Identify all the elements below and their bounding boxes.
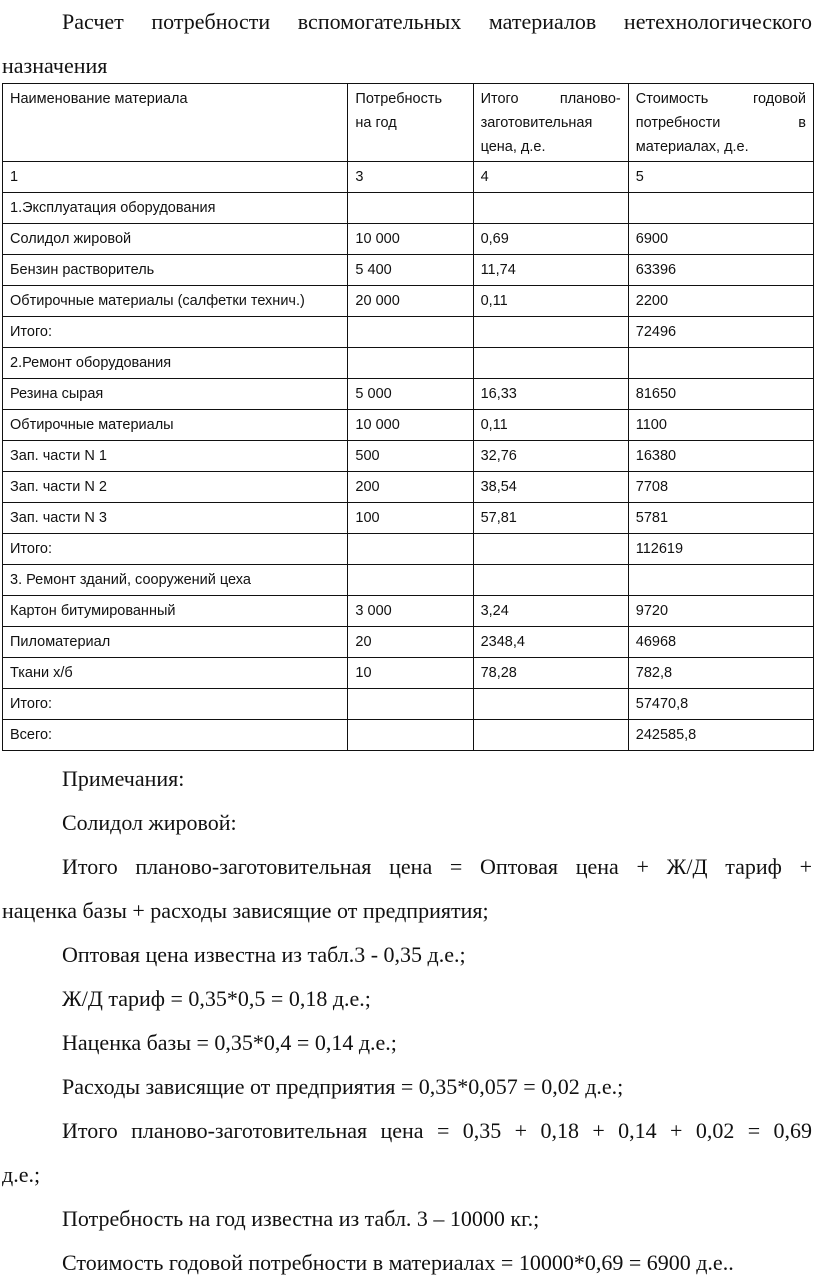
cell-annual-demand <box>348 193 473 224</box>
cell-material-name: Зап. части N 2 <box>3 472 348 503</box>
cell-annual-demand <box>348 348 473 379</box>
cell-planned-price: 78,28 <box>473 658 628 689</box>
cell-annual-cost <box>628 348 813 379</box>
cell-annual-demand: 5 000 <box>348 379 473 410</box>
cell-annual-demand <box>348 565 473 596</box>
cell-annual-cost: 81650 <box>628 379 813 410</box>
cell-annual-cost: 5 <box>628 162 813 193</box>
cell-annual-demand <box>348 689 473 720</box>
cell-material-name: Итого: <box>3 317 348 348</box>
table-header-row <box>3 84 814 162</box>
header-annual-demand-line-2: на год <box>355 115 397 131</box>
cell-annual-cost: 16380 <box>628 441 813 472</box>
cell-annual-demand: 100 <box>348 503 473 534</box>
header-annual-demand <box>348 84 473 162</box>
table-row <box>3 348 814 379</box>
table-row <box>3 286 814 317</box>
table-row <box>3 410 814 441</box>
cell-annual-cost: 1100 <box>628 410 813 441</box>
cell-annual-demand <box>348 720 473 751</box>
cell-material-name: Обтирочные материалы (салфетки технич.) <box>3 286 348 317</box>
cell-planned-price <box>473 193 628 224</box>
table-row <box>3 658 814 689</box>
table-row <box>3 255 814 286</box>
header-planned-price-line-3: цена, д.е. <box>480 139 546 155</box>
cell-annual-cost: 242585,8 <box>628 720 813 751</box>
cell-annual-demand <box>348 317 473 348</box>
table-row <box>3 379 814 410</box>
cell-material-name: Бензин растворитель <box>3 255 348 286</box>
cell-annual-demand: 20 <box>348 627 473 658</box>
table-row <box>3 162 814 193</box>
cell-planned-price: 57,81 <box>473 503 628 534</box>
cell-annual-demand: 3 <box>348 162 473 193</box>
cell-annual-demand <box>348 534 473 565</box>
cell-material-name: 1.Эксплуатация оборудования <box>3 193 348 224</box>
cell-annual-cost: 112619 <box>628 534 813 565</box>
enterprise-expenses-note: Расходы зависящие от предприятия = 0,35*0,057 = 0,02 д.е.; <box>62 1074 624 1099</box>
header-annual-demand-line-1: Потребность <box>355 91 443 107</box>
header-annual-cost <box>628 84 813 162</box>
title-line-1: Расчет потребности вспомогательных материалов нетехнологического <box>62 9 812 34</box>
cell-annual-cost: 9720 <box>628 596 813 627</box>
notes-subheading: Солидол жировой: <box>62 810 237 835</box>
cell-planned-price: 3,24 <box>473 596 628 627</box>
cell-material-name: Резина сырая <box>3 379 348 410</box>
cell-annual-demand: 10 000 <box>348 410 473 441</box>
table-row <box>3 534 814 565</box>
document-title <box>0 0 816 88</box>
annual-cost-note: Стоимость годовой потребности в материалах = 10000*0,69 = 6900 д.е.. <box>62 1250 734 1275</box>
total-price-line-2: д.е.; <box>2 1162 41 1187</box>
cell-planned-price <box>473 689 628 720</box>
notes-heading: Примечания: <box>62 766 185 791</box>
cell-material-name: Картон битумированный <box>3 596 348 627</box>
cell-annual-demand: 200 <box>348 472 473 503</box>
cell-planned-price: 38,54 <box>473 472 628 503</box>
table-row <box>3 472 814 503</box>
cell-planned-price <box>473 317 628 348</box>
table-row <box>3 720 814 751</box>
cell-annual-cost: 5781 <box>628 503 813 534</box>
header-annual-cost-line-2: потребности в <box>635 115 806 131</box>
table-row <box>3 627 814 658</box>
cell-annual-cost: 6900 <box>628 224 813 255</box>
header-material-name: Наименование материала <box>3 84 348 162</box>
cell-annual-cost: 782,8 <box>628 658 813 689</box>
rail-tariff-note: Ж/Д тариф = 0,35*0,5 = 0,18 д.е.; <box>62 986 371 1011</box>
cell-annual-cost: 72496 <box>628 317 813 348</box>
cell-material-name: Зап. части N 3 <box>3 503 348 534</box>
cell-planned-price <box>473 565 628 596</box>
cell-annual-cost: 63396 <box>628 255 813 286</box>
cell-material-name: Итого: <box>3 689 348 720</box>
title-line-2: назначения <box>2 53 108 78</box>
table-row <box>3 317 814 348</box>
cell-material-name: 1 <box>3 162 348 193</box>
cell-planned-price: 0,69 <box>473 224 628 255</box>
cell-material-name: Зап. части N 1 <box>3 441 348 472</box>
table-row <box>3 503 814 534</box>
table-row <box>3 596 814 627</box>
total-price-line-1: Итого планово-заготовительная цена = 0,35 + 0,18 + 0,14 + 0,02 = 0,69 <box>62 1118 812 1143</box>
header-annual-cost-line-1: Стоимость годовой <box>635 91 806 107</box>
header-annual-cost-line-3: материалах, д.е. <box>635 139 749 155</box>
notes-section <box>0 757 816 1285</box>
cell-material-name: Итого: <box>3 534 348 565</box>
table-row <box>3 441 814 472</box>
cell-planned-price: 32,76 <box>473 441 628 472</box>
cell-planned-price: 11,74 <box>473 255 628 286</box>
cell-annual-cost: 57470,8 <box>628 689 813 720</box>
wholesale-price-note: Оптовая цена известна из табл.3 - 0,35 д.е.; <box>62 942 466 967</box>
cell-planned-price: 16,33 <box>473 379 628 410</box>
cell-annual-demand: 10 <box>348 658 473 689</box>
cell-planned-price: 4 <box>473 162 628 193</box>
header-planned-price <box>473 84 628 162</box>
table-row <box>3 689 814 720</box>
cell-material-name: Ткани х/б <box>3 658 348 689</box>
materials-table <box>2 83 814 751</box>
cell-planned-price: 2348,4 <box>473 627 628 658</box>
table-row <box>3 565 814 596</box>
cell-material-name: Солидол жировой <box>3 224 348 255</box>
annual-demand-note: Потребность на год известна из табл. 3 – 10000 кг.; <box>62 1206 540 1231</box>
cell-planned-price <box>473 534 628 565</box>
cell-annual-cost <box>628 193 813 224</box>
cell-annual-cost <box>628 565 813 596</box>
base-markup-note: Наценка базы = 0,35*0,4 = 0,14 д.е.; <box>62 1030 397 1055</box>
header-planned-price-line-2: заготовительная <box>480 115 593 131</box>
cell-annual-cost: 2200 <box>628 286 813 317</box>
cell-planned-price <box>473 720 628 751</box>
cell-planned-price <box>473 348 628 379</box>
cell-annual-demand: 10 000 <box>348 224 473 255</box>
cell-annual-demand: 3 000 <box>348 596 473 627</box>
cell-material-name: 2.Ремонт оборудования <box>3 348 348 379</box>
table-row <box>3 193 814 224</box>
table-body <box>3 162 814 751</box>
formula-line-2: наценка базы + расходы зависящие от предприятия; <box>2 898 489 923</box>
cell-planned-price: 0,11 <box>473 286 628 317</box>
cell-material-name: 3. Ремонт зданий, сооружений цеха <box>3 565 348 596</box>
cell-annual-demand: 500 <box>348 441 473 472</box>
cell-annual-cost: 7708 <box>628 472 813 503</box>
table-row <box>3 224 814 255</box>
header-planned-price-line-1: Итого планово- <box>480 91 621 107</box>
cell-material-name: Пиломатериал <box>3 627 348 658</box>
cell-material-name: Обтирочные материалы <box>3 410 348 441</box>
cell-material-name: Всего: <box>3 720 348 751</box>
cell-annual-demand: 5 400 <box>348 255 473 286</box>
formula-line-1: Итого планово-заготовительная цена = Оптовая цена + Ж/Д тариф + <box>62 854 812 879</box>
cell-annual-demand: 20 000 <box>348 286 473 317</box>
cell-planned-price: 0,11 <box>473 410 628 441</box>
cell-annual-cost: 46968 <box>628 627 813 658</box>
